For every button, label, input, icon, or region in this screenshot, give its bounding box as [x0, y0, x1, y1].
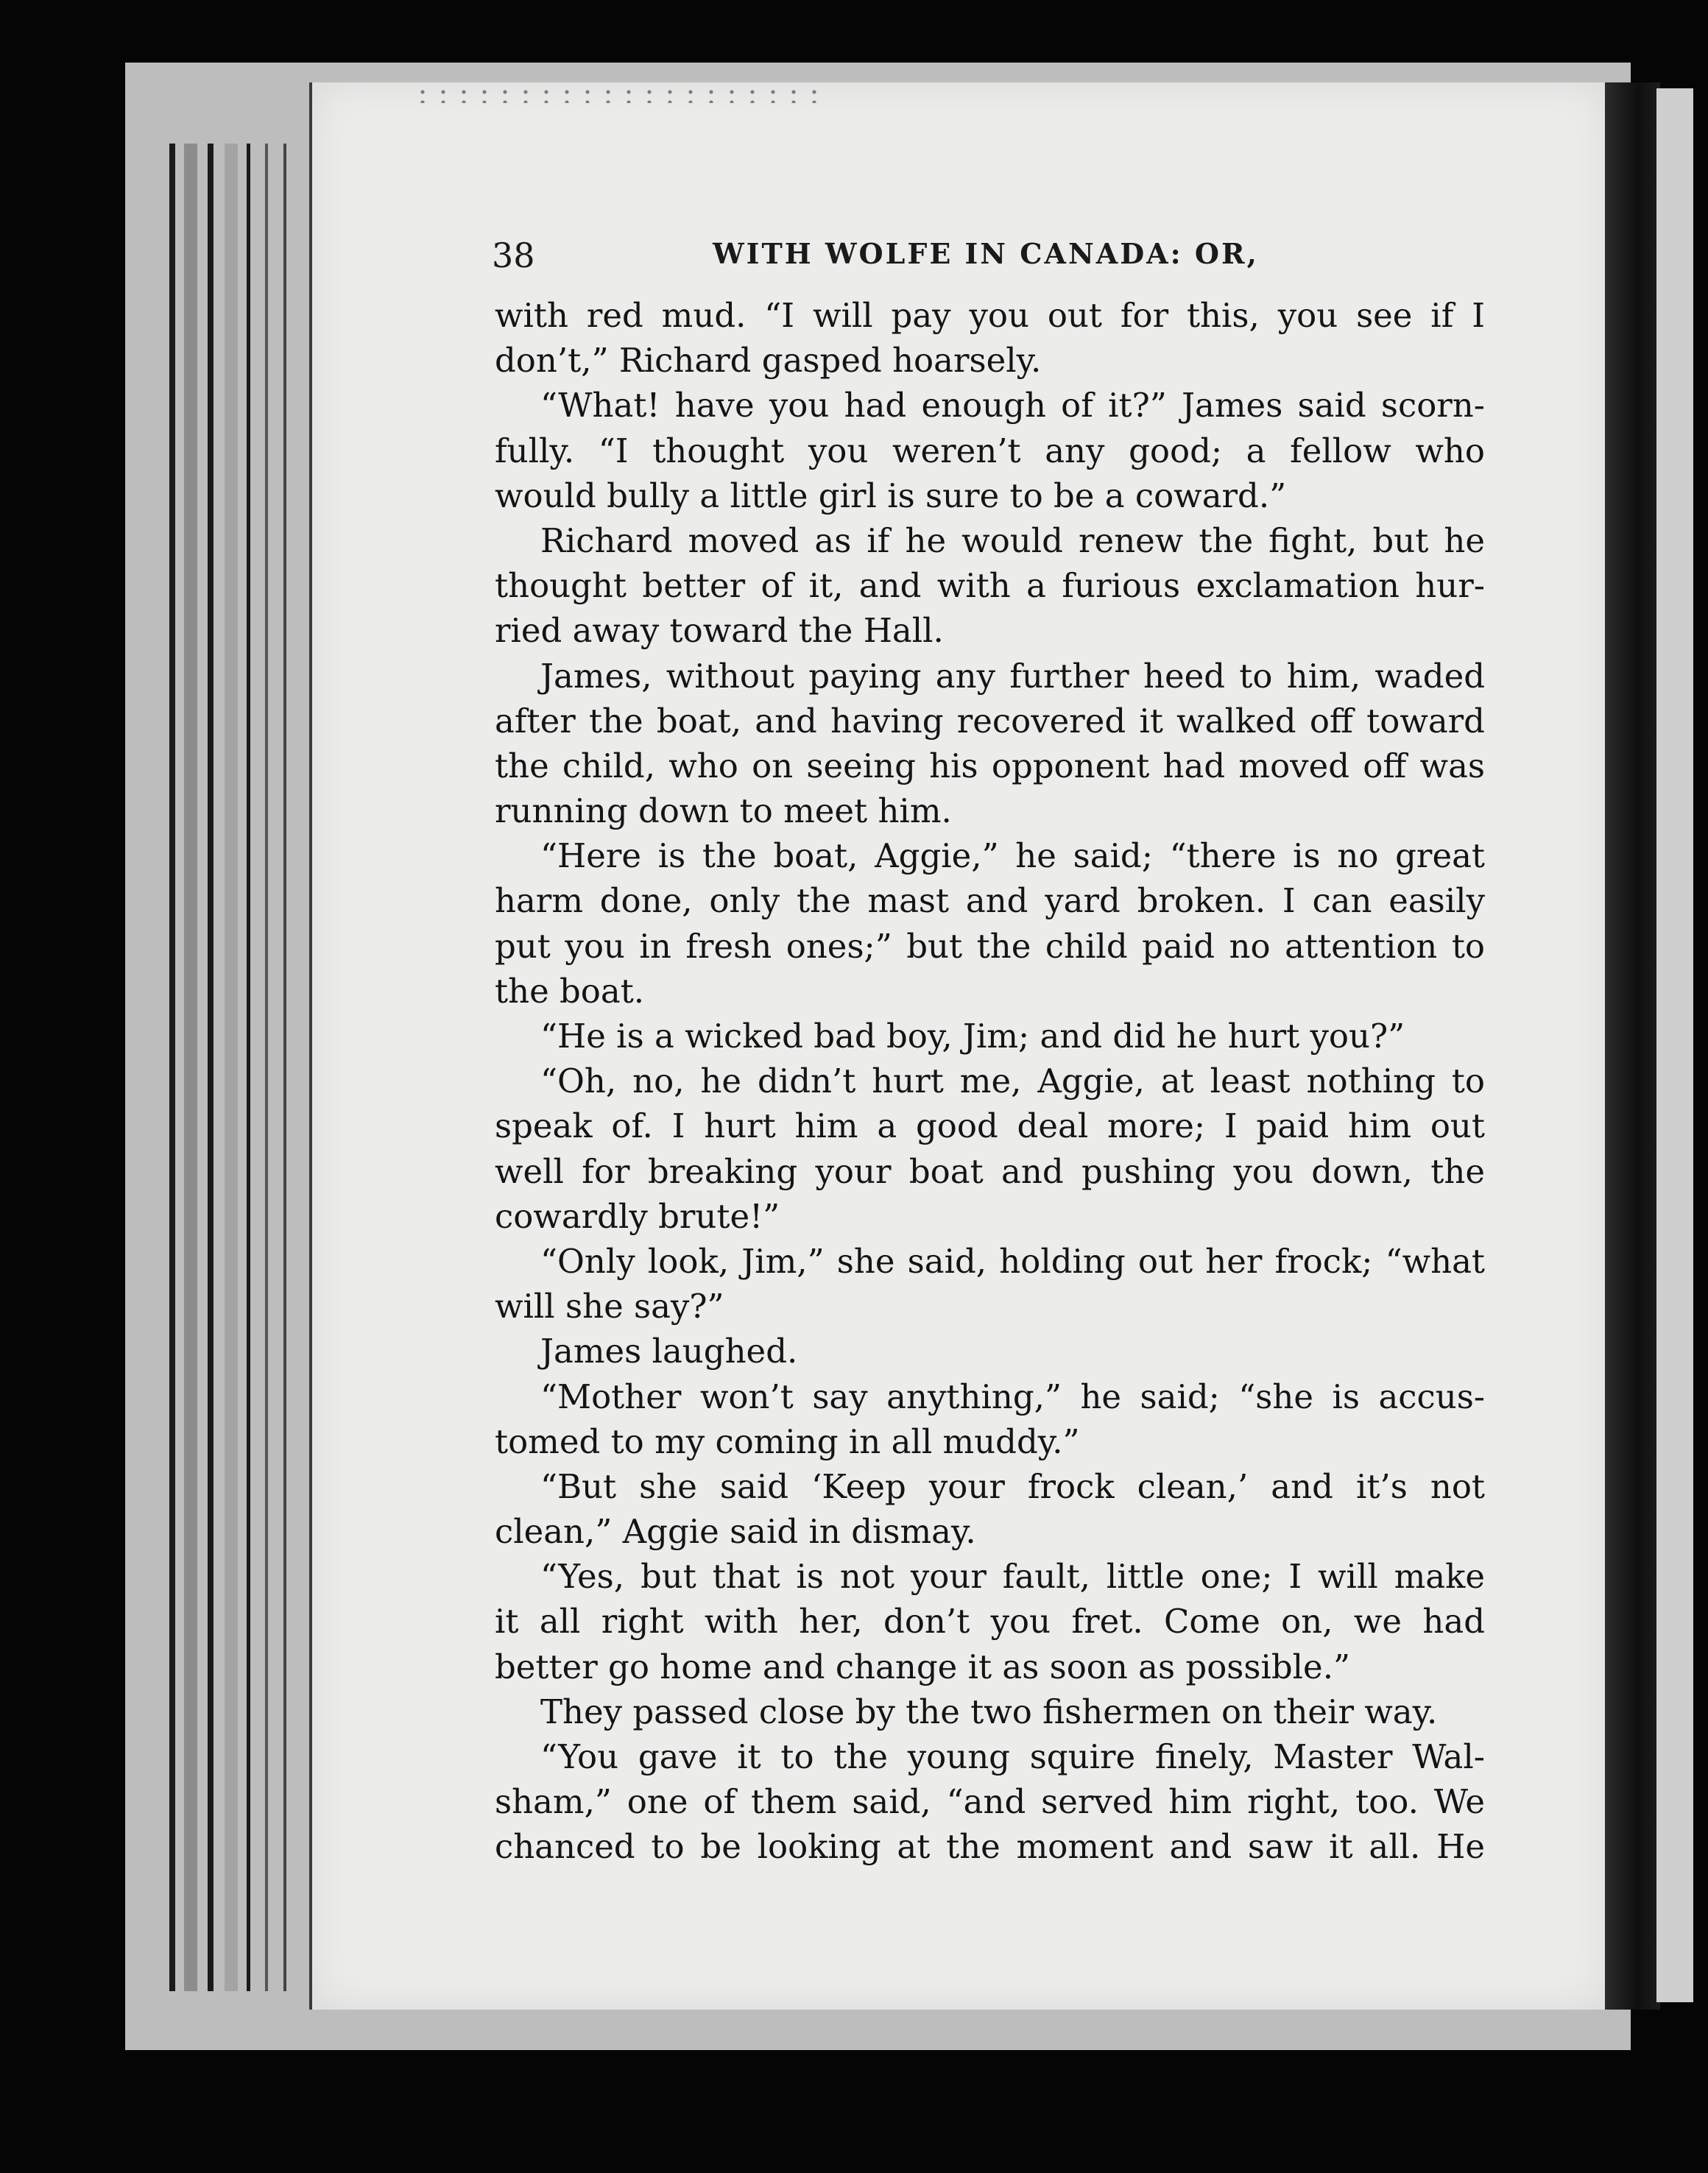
- text-line: “You gave it to the young squire finely, Master Wal-: [540, 1737, 1485, 1776]
- text-line: “Mother won’t say anything,” he said; “she is accus-: [540, 1377, 1485, 1416]
- text-line: They passed close by the two fishermen on their way.: [540, 1692, 1438, 1731]
- page-edge: [225, 144, 238, 1991]
- body-text: [495, 293, 1485, 1870]
- page-number: 38: [492, 236, 535, 275]
- page-edge: [247, 144, 250, 1991]
- page-edge: [169, 144, 175, 1991]
- text-line: will she say?”: [495, 1287, 724, 1326]
- running-title: WITH WOLFE IN CANADA: OR,: [713, 237, 1259, 270]
- page-edge: [265, 144, 268, 1991]
- text-line: “Here is the boat, Aggie,” he said; “there is no great: [540, 836, 1485, 876]
- text-line: “He is a wicked bad boy, Jim; and did he hurt you?”: [540, 1017, 1405, 1056]
- text-line: fully. “I thought you weren’t any good; a fellow who: [495, 431, 1485, 470]
- text-line: it all right with her, don’t you fret. Come on, we had: [495, 1602, 1485, 1642]
- text-line: after the boat, and having recovered it walked off toward: [495, 701, 1485, 741]
- text-line: with red mud. “I will pay you out for this, you see if I: [495, 296, 1485, 335]
- text-line: “Oh, no, he didn’t hurt me, Aggie, at least nothing to: [540, 1061, 1485, 1101]
- text-line: well for breaking your boat and pushing you down, the: [495, 1151, 1485, 1191]
- text-line: “Yes, but that is not your fault, little one; I will make: [540, 1557, 1485, 1597]
- text-line: harm done, only the mast and yard broken. I can easily: [495, 881, 1485, 921]
- ink-specks: [412, 87, 825, 103]
- text-line: cowardly brute!”: [495, 1196, 780, 1236]
- facing-page-edge: [1656, 88, 1693, 2002]
- text-line: speak of. I hurt him a good deal more; I paid him out: [495, 1106, 1485, 1146]
- text-line: the child, who on seeing his opponent had moved off was: [495, 746, 1485, 785]
- text-line: clean,” Aggie said in dismay.: [495, 1512, 976, 1552]
- text-line: thought better of it, and with a furious exclamation hur-: [495, 566, 1485, 606]
- page-header: [492, 236, 1478, 280]
- text-line: don’t,” Richard gasped hoarsely.: [495, 341, 1042, 381]
- text-line: tomed to my coming in all muddy.”: [495, 1421, 1080, 1461]
- text-line: running down to meet him.: [495, 791, 952, 831]
- page-edge: [208, 144, 214, 1991]
- text-line: ried away toward the Hall.: [495, 611, 944, 651]
- text-line: would bully a little girl is sure to be a coward.”: [495, 476, 1287, 515]
- text-line: James laughed.: [540, 1332, 798, 1371]
- text-line: put you in fresh ones;” but the child paid no attention to: [495, 926, 1485, 966]
- text-line: “What! have you had enough of it?” James said scorn-: [540, 386, 1485, 425]
- text-line: “Only look, Jim,” she said, holding out her frock; “what: [540, 1241, 1485, 1281]
- text-line: the boat.: [495, 971, 645, 1011]
- page-edge: [283, 144, 286, 1991]
- text-line: chanced to be looking at the moment and saw it all. He: [495, 1827, 1485, 1867]
- text-line: better go home and change it as soon as possible.”: [495, 1647, 1351, 1686]
- page-gutter: [1605, 82, 1660, 2010]
- text-line: Richard moved as if he would renew the fight, but he: [540, 520, 1485, 560]
- text-line: sham,” one of them said, “and served him right, too. We: [495, 1782, 1485, 1822]
- text-line: James, without paying any further heed to him, waded: [540, 656, 1485, 696]
- text-line: “But she said ‘Keep your frock clean,’ and it’s not: [540, 1466, 1485, 1506]
- page-edge: [184, 144, 197, 1991]
